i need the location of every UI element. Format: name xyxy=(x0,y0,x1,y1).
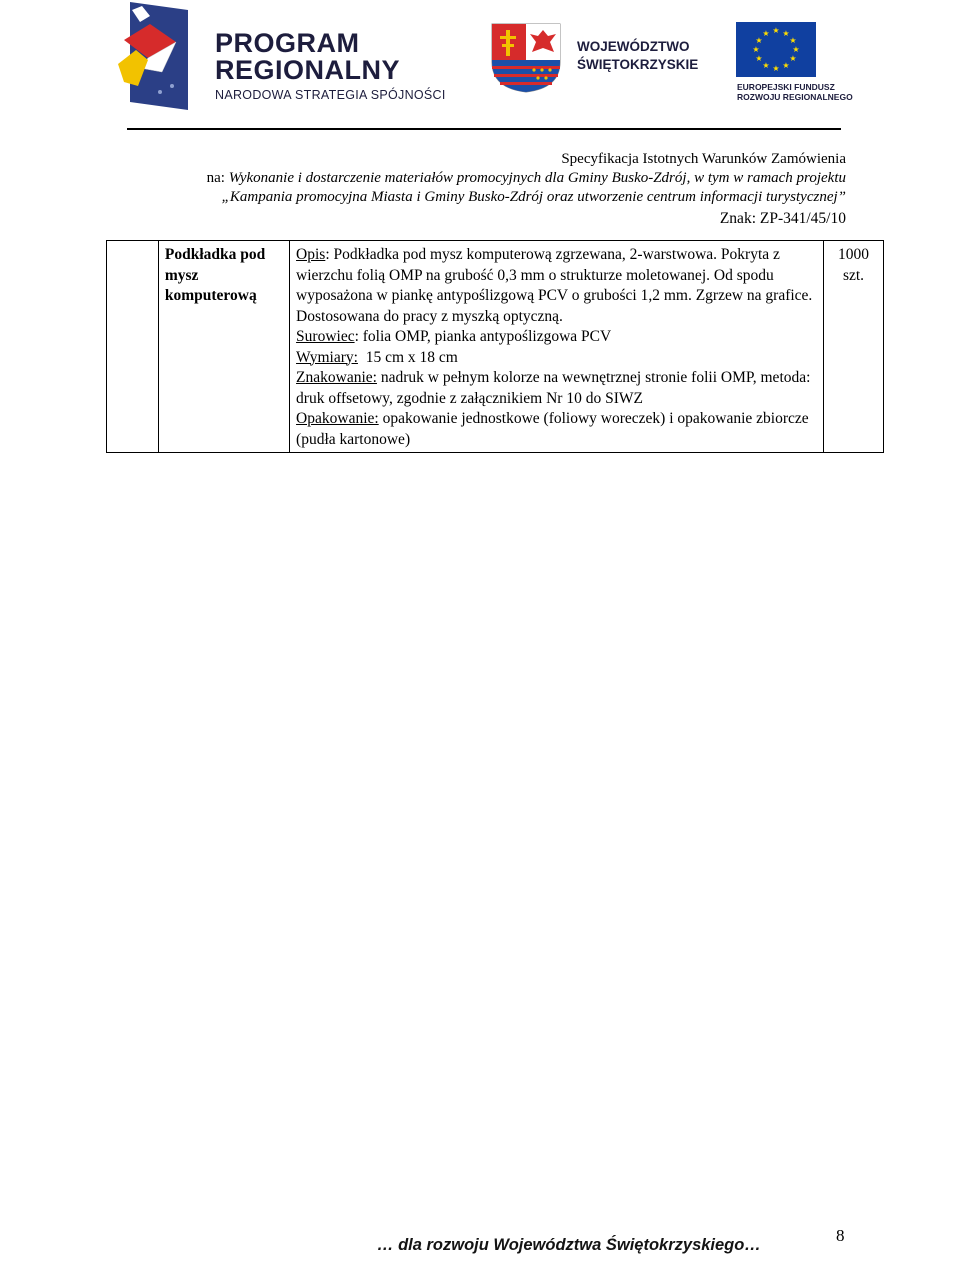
wojewodztwo-crest-icon xyxy=(490,22,562,94)
header-logos xyxy=(0,0,960,115)
svg-text:★: ★ xyxy=(752,45,760,54)
znakowanie-label: Znakowanie: xyxy=(296,369,377,386)
program-line3: NARODOWA STRATEGIA SPÓJNOŚCI xyxy=(215,88,446,102)
eu-line2: ROZWOJU REGIONALNEGO xyxy=(737,92,853,102)
surowiec-label: Surowiec xyxy=(296,328,355,345)
opakowanie-paragraph xyxy=(296,409,817,450)
project-name: „Kampania promocyjna Miasta i Gminy Busko-Zdrój oraz utworzenie centrum informacji turystycznej” xyxy=(221,189,846,205)
header-divider xyxy=(127,128,841,130)
svg-text:★: ★ xyxy=(782,61,790,70)
program-regionalny-logo-icon xyxy=(118,2,188,110)
svg-text:★: ★ xyxy=(792,45,800,54)
opis-text: : Podkładka pod mysz komputerową zgrzewana, 2-warstwowa. Pokryta z wierzchu folią OMP na grubość 0,3 mm o strukturze moletowanej. Od spodu wyposażona w piankę antypoślizgową PCV o grubości 1,2 mm. Zgrzew na grafice. Dostosowana do pracy z myszką optyczną. xyxy=(296,246,813,325)
svg-text:★: ★ xyxy=(755,54,763,63)
surowiec-text: : folia OMP, pianka antypoślizgowa PCV xyxy=(354,328,612,345)
document-title: Specyfikacja Istotnych Warunków Zamówienia xyxy=(561,151,846,167)
wymiary-label: Wymiary: xyxy=(296,348,358,366)
document-header xyxy=(207,150,846,228)
wojewodztwo-text xyxy=(577,38,698,74)
quantity-cell xyxy=(823,241,883,453)
svg-text:★: ★ xyxy=(789,36,797,45)
quantity-unit: szt. xyxy=(842,266,865,284)
opakowanie-text: opakowanie jednostkowe (foliowy woreczek) i opakowanie zbiorcze (pudła kartonowe) xyxy=(296,410,809,448)
svg-text:★: ★ xyxy=(762,29,770,38)
reference-number: Znak: ZP-341/45/10 xyxy=(719,210,846,227)
svg-text:★: ★ xyxy=(755,36,763,45)
eu-fund-text xyxy=(737,82,853,102)
wymiary-text: 15 cm x 18 cm xyxy=(357,348,458,366)
quantity-value: 1000 xyxy=(837,246,869,263)
page-number: 8 xyxy=(836,1226,845,1245)
footer-slogan: … dla rozwoju Województwa Świętokrzyskiego… xyxy=(377,1236,761,1254)
specification-table xyxy=(106,240,884,453)
opakowanie-label: Opakowanie: xyxy=(296,410,379,427)
wojewodztwo-line1: WOJEWÓDZTWO xyxy=(577,39,690,54)
subtitle-text: Wykonanie i dostarczenie materiałów promocyjnych dla Gminy Busko-Zdrój, w tym w ramach projektu xyxy=(228,170,846,186)
svg-text:★: ★ xyxy=(772,26,780,35)
program-regionalny-text xyxy=(215,30,446,102)
znakowanie-text: nadruk w pełnym kolorze na wewnętrznej stronie folii OMP, metoda: druk offsetowy, zgodnie z załącznikiem Nr 10 do SIWZ xyxy=(296,369,811,407)
wojewodztwo-line2: ŚWIĘTOKRZYSKIE xyxy=(577,57,699,72)
row-number-cell xyxy=(107,241,159,453)
item-name-cell: Podkładka pod mysz komputerową xyxy=(158,241,289,453)
program-line2: REGIONALNY xyxy=(215,55,401,85)
description-cell xyxy=(290,241,824,453)
document-subtitle xyxy=(207,169,846,188)
opis-label: Opis xyxy=(296,246,326,263)
subtitle-prefix: na: xyxy=(206,170,225,186)
svg-text:★: ★ xyxy=(789,54,797,63)
wymiary-paragraph xyxy=(296,348,817,369)
table-row xyxy=(107,241,884,453)
eu-line1: EUROPEJSKI FUNDUSZ xyxy=(737,82,835,92)
svg-text:★: ★ xyxy=(772,64,780,73)
opis-paragraph xyxy=(296,245,817,327)
znakowanie-paragraph xyxy=(296,368,817,409)
svg-text:★: ★ xyxy=(782,29,790,38)
eu-flag-icon xyxy=(736,22,816,77)
surowiec-paragraph xyxy=(296,327,817,348)
svg-text:★: ★ xyxy=(762,61,770,70)
program-line1: PROGRAM xyxy=(215,28,360,58)
